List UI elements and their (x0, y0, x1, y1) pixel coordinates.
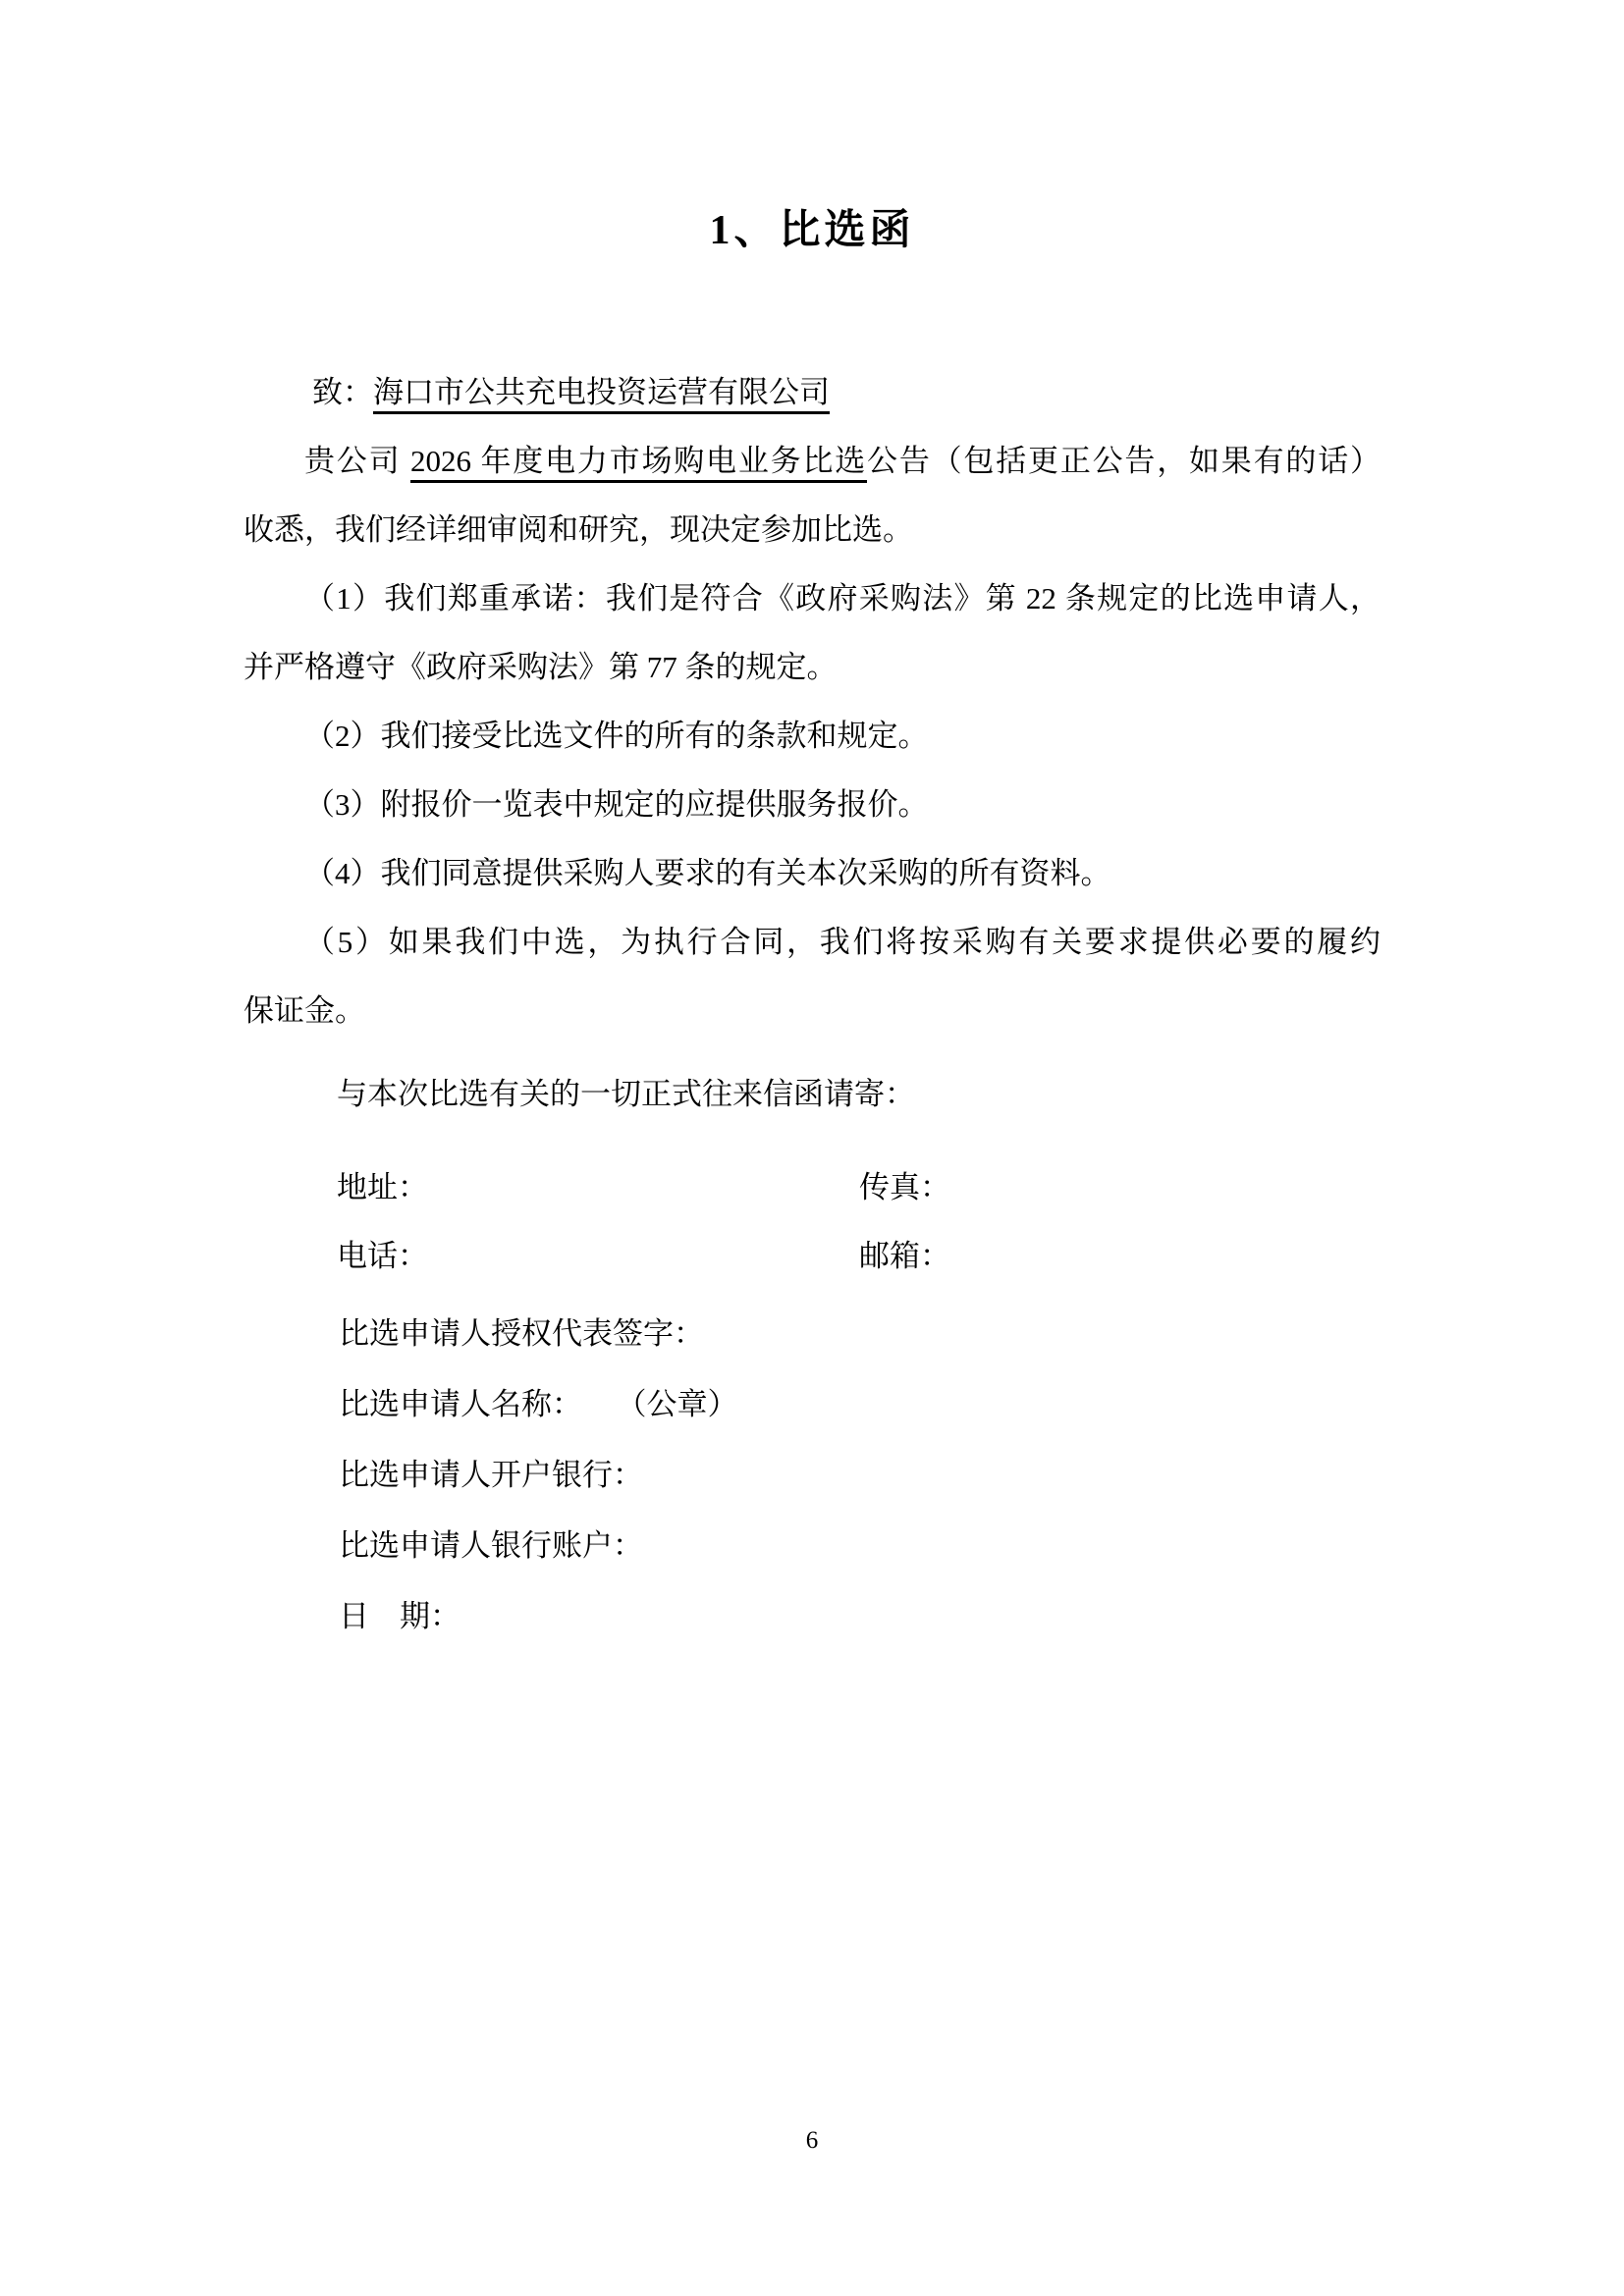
commitment-4: （4）我们同意提供采购人要求的有关本次采购的所有资料。 (304, 856, 1111, 890)
correspondence-note: 与本次比选有关的一切正式往来信函请寄： (337, 1077, 915, 1111)
signature-block (244, 1299, 1380, 1652)
commitment-1-line-1: （1）我们郑重承诺：我们是符合《政府采购法》第 22 条规定的比选申请人， (304, 581, 1380, 615)
contact-row-2 (244, 1222, 1380, 1291)
commitment-1-line-2: 并严格遵守《政府采购法》第 77 条的规定。 (244, 650, 838, 684)
opening-suffix: 公告（包括更正公告，如果有的话） (867, 444, 1380, 478)
project-name-underlined: 2026 年度电力市场购电业务比选 (410, 444, 867, 483)
recipient-company-underlined: 海口市公共充电投资运营有限公司 (373, 375, 830, 414)
letter-body (244, 358, 1380, 1045)
address-label: 地址： (337, 1170, 428, 1204)
contact-block (244, 1153, 1380, 1291)
page-number: 6 (805, 2127, 819, 2154)
page-content (244, 0, 1380, 1652)
opening-line-2: 收悉，我们经详细审阅和研究，现决定参加比选。 (244, 512, 913, 547)
commitment-5-line-1: （5）如果我们中选，为执行合同，我们将按采购有关要求提供必要的履约 (304, 925, 1380, 959)
email-label: 邮箱： (859, 1239, 950, 1273)
fax-label: 传真： (859, 1170, 950, 1204)
contact-row-1 (244, 1153, 1380, 1222)
seal-note: （公章） (631, 1387, 738, 1421)
phone-label: 电话： (337, 1239, 428, 1273)
date-line: 日 期： (339, 1599, 460, 1633)
applicant-name-label: 比选申请人名称： (339, 1387, 582, 1421)
commitment-2: （2）我们接受比选文件的所有的条款和规定。 (304, 719, 929, 753)
account-line: 比选申请人银行账户： (339, 1528, 643, 1563)
representative-signature-line: 比选申请人授权代表签字： (339, 1316, 704, 1351)
opening-prefix: 贵公司 (304, 444, 410, 478)
bank-line: 比选申请人开户银行： (339, 1458, 643, 1492)
opening-line-1 (244, 427, 1380, 496)
salutation-line (244, 358, 1380, 427)
commitment-3: （3）附报价一览表中规定的应提供服务报价。 (304, 787, 929, 822)
applicant-name-line (244, 1369, 1380, 1440)
page-title: 1、比选函 (709, 208, 915, 253)
salutation-prefix: 致： (312, 375, 373, 409)
commitment-5-line-2: 保证金。 (244, 993, 365, 1028)
